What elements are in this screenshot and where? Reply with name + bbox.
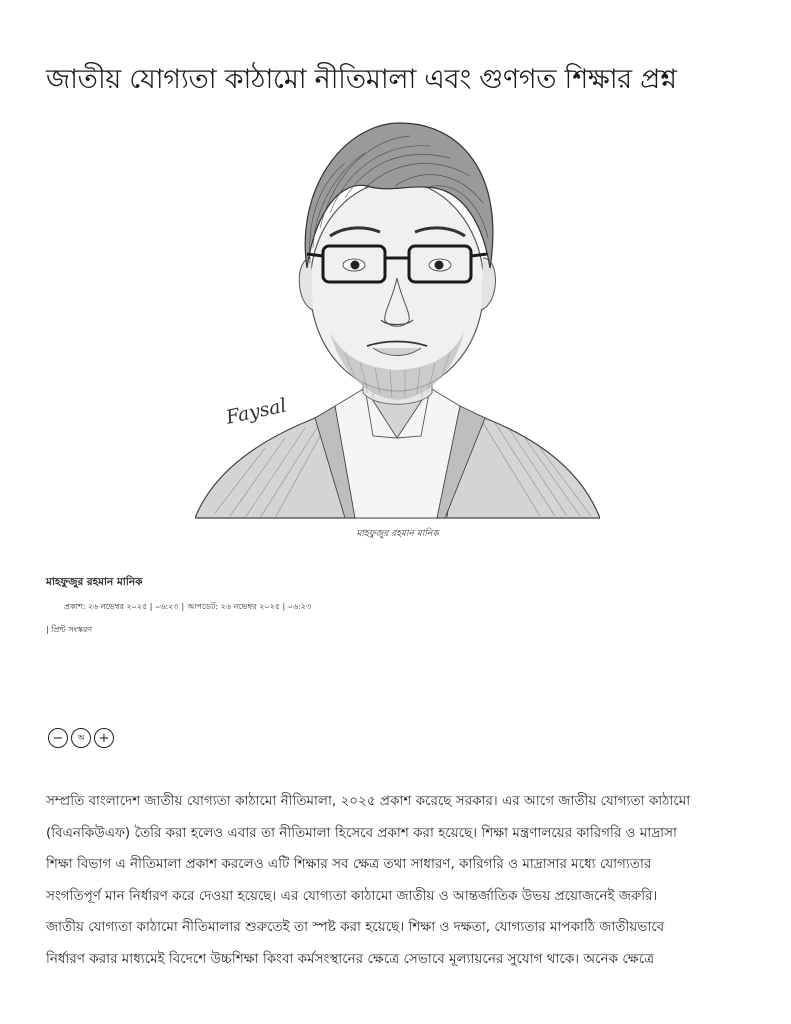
- font-increase-button[interactable]: +: [94, 728, 114, 748]
- body-line: জাতীয় যোগ্যতা কাঠামো নীতিমালার শুরুতেই তা স্পষ্ট করা হয়েছে। শিক্ষা ও দক্ষতা, যোগ্যতার মাপকাঠি জাতীয়ভাবে: [46, 919, 665, 935]
- author-portrait-illustration: [195, 118, 600, 520]
- meta-separator: |: [181, 602, 185, 611]
- font-size-controls: [48, 728, 114, 748]
- published-date: প্রকাশ: ২৬ নভেম্বর ২০২৫ | ০৬:২৩: [64, 602, 179, 611]
- article-headline: জাতীয় যোগ্যতা কাঠামো নীতিমালা এবং গুণগত শিক্ষার প্রশ্ন: [46, 64, 677, 95]
- updated-date: আপডেট: ২৬ নভেম্বর ২০২৫ | ০৬:২৩: [187, 602, 312, 611]
- body-line: (বিএনকিউএফ) তৈরি করা হলেও এবার তা নীতিমালা হিসেবে প্রকাশ করা হয়েছে। শিক্ষা মন্ত্রণালয়ের কারিগরি ও মাদ্রাসা: [46, 824, 677, 841]
- image-caption: মাহফুজুর রহমান মানিক: [356, 529, 439, 539]
- artist-signature: Faysal: [224, 394, 289, 429]
- article-body: [46, 786, 756, 975]
- body-line: নির্ধারণ করার মাধ্যমেই বিদেশে উচ্চশিক্ষা কিংবা কর্মসংস্থানের ক্ষেত্রে সেভাবে মূল্যায়নের সুযোগ থাকে। অনেক ক্ষেত্রে: [46, 950, 655, 967]
- print-edition-link[interactable]: | প্রিন্ট সংস্করণ: [46, 625, 93, 634]
- author-name[interactable]: মাহফুজুর রহমান মানিক: [46, 576, 143, 588]
- body-line: সংগতিপূর্ণ মান নির্ধারণ করে দেওয়া হয়েছে। এর যোগ্যতা কাঠামো জাতীয় ও আন্তর্জাতিক উভয় প্রয়োজনেই জরুরি।: [46, 887, 658, 904]
- font-decrease-button[interactable]: −: [48, 728, 68, 748]
- font-reset-button[interactable]: অ: [71, 728, 91, 748]
- body-line: সম্প্রতি বাংলাদেশ জাতীয় যোগ্যতা কাঠামো নীতিমালা, ২০২৫ প্রকাশ করেছে সরকার। এর আগে জাতীয় যোগ্যতা কাঠামো: [46, 793, 691, 809]
- body-line: শিক্ষা বিভাগ এ নীতিমালা প্রকাশ করলেও এটি শিক্ষার সব ক্ষেত্র তথা সাধারণ, কারিগরি ও মাদ্রাসার মধ্যে যোগ্যতার: [46, 856, 652, 872]
- article-meta: [64, 601, 311, 614]
- portrait-face: [310, 181, 484, 391]
